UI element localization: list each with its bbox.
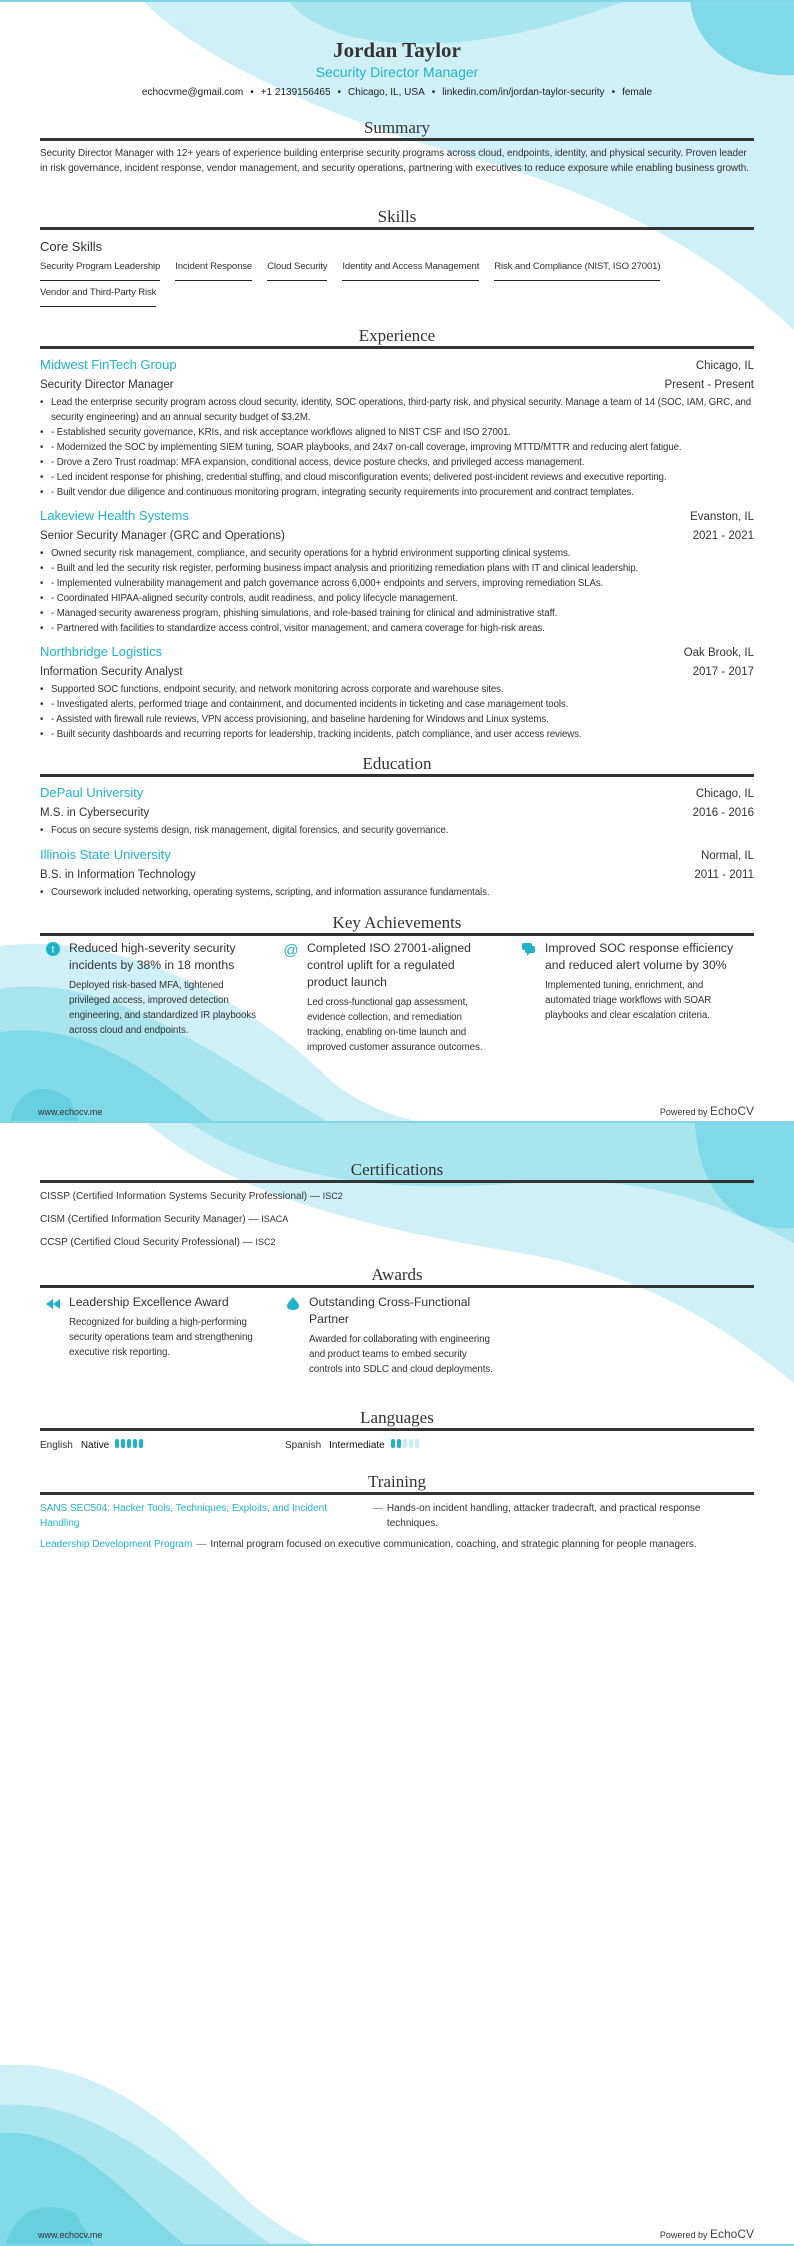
job-entry [40, 355, 754, 500]
svg-text:t: t [51, 944, 55, 956]
brand-logo: EchoCV [709, 1104, 754, 1118]
bullet-item: • Focus on secure systems design, risk management, digital forensics, and security governance. [40, 823, 754, 838]
separator-dash: — [245, 1214, 262, 1225]
top-border [0, 0, 794, 2]
entry-subheader [40, 804, 754, 823]
section-heading: Education [40, 754, 754, 777]
card-description: Implemented tuning, enrichment, and automated triage workflows with SOAR playbooks and clear escalation criteria. [545, 980, 712, 1021]
section-heading: Experience [40, 326, 754, 349]
award-card [280, 1294, 520, 1377]
card-title: Outstanding Cross-Functional Partner [309, 1295, 471, 1326]
separator-dash: — [372, 1503, 383, 1514]
achievement-card [40, 940, 278, 1055]
education-section [40, 754, 754, 900]
bullet-item: • Supported SOC functions, endpoint security, and network monitoring across corporate and warehouse sites. [40, 682, 754, 697]
bullet-item: • - Drove a Zero Trust roadmap: MFA expansion, conditional access, device posture checks, and privileged access management. [40, 455, 754, 470]
section-heading: Training [40, 1472, 754, 1495]
awards-section [40, 1265, 754, 1377]
resume-header [0, 38, 794, 101]
skill-list [40, 259, 754, 307]
bullet-item: • Owned security risk management, compliance, and security operations for a hybrid environment supporting clinical systems. [40, 546, 754, 561]
certification-issuer: ISC2 [255, 1237, 276, 1247]
footer-site: www.echocv.me [38, 1107, 103, 1117]
contact-item: Chicago, IL, USA [348, 87, 425, 98]
skills-section [40, 207, 754, 307]
candidate-name: Jordan Taylor [333, 38, 461, 62]
proficiency-dot [391, 1439, 395, 1448]
training-description: Internal program focused on executive communication, coaching, and strategic planning for people managers. [210, 1539, 697, 1550]
location: Normal, IL [700, 850, 754, 862]
rewind-icon [40, 1294, 69, 1377]
company-name: Lakeview Health Systems [40, 508, 189, 523]
proficiency-dot [127, 1439, 131, 1448]
certification-item [40, 1208, 754, 1231]
certification-name: CISSP (Certified Information Systems Security Professional) [40, 1191, 308, 1202]
language-level: Intermediate [329, 1440, 385, 1451]
training-item [40, 1501, 754, 1531]
separator-dot: • [337, 87, 342, 98]
date-range: 2021 - 2021 [692, 530, 754, 542]
entry-subheader [40, 663, 754, 682]
card-title: Reduced high-severity security incidents by 38% in 18 months [69, 941, 236, 972]
bullet-item: • - Modernized the SOC by implementing SIEM tuning, SOAR playbooks, and 24x7 on-call coverage, improving MTTD/MTTR and reducing alert fatigue. [40, 440, 754, 455]
card-description: Led cross-functional gap assessment, evidence collection, and remediation tracking, enabling on-time launch and improved customer assurance outcomes. [307, 997, 483, 1053]
skill-tag: Identity and Access Management [342, 259, 479, 281]
education-entry [40, 845, 754, 900]
card-body [545, 940, 735, 1055]
proficiency-dots [115, 1438, 145, 1454]
bullet-list [40, 885, 754, 900]
achievements-section [40, 913, 754, 1055]
entry-subheader [40, 376, 754, 395]
section-heading: Awards [40, 1265, 754, 1288]
certification-name: CCSP (Certified Cloud Security Professional) [40, 1237, 240, 1248]
date-range: 2017 - 2017 [692, 666, 754, 678]
section-heading: Summary [40, 118, 754, 141]
date-range: Present - Present [664, 379, 754, 391]
entry-subheader [40, 866, 754, 885]
certifications-section [40, 1160, 754, 1254]
separator-dot: • [611, 87, 616, 98]
location: Chicago, IL [695, 788, 754, 800]
contact-line [0, 85, 794, 101]
contact-item[interactable]: echocvme@gmail.com [141, 87, 244, 98]
certification-issuer: ISC2 [322, 1191, 343, 1201]
entry-header [40, 783, 754, 804]
card-title: Leadership Excellence Award [69, 1295, 229, 1309]
bullet-item: • - Coordinated HIPAA-aligned security controls, audit readiness, and policy lifecycle management. [40, 591, 754, 606]
proficiency-dot [115, 1439, 119, 1448]
skill-tag: Incident Response [175, 259, 252, 281]
location: Evanston, IL [690, 511, 754, 523]
training-title: Leadership Development Program [40, 1539, 193, 1550]
company-name: Northbridge Logistics [40, 644, 163, 659]
proficiency-dots [391, 1438, 421, 1454]
award-card [40, 1294, 280, 1377]
bullet-item: • - Partnered with facilities to standardize access control, visitor management, and camera coverage for high-risk areas. [40, 621, 754, 636]
role-title: Security Director Manager [40, 379, 174, 391]
entry-header [40, 506, 754, 527]
entry-header [40, 845, 754, 866]
footer-powered [660, 2227, 754, 2241]
resume-page-2 [0, 1123, 794, 2246]
powered-by-label: Powered by [659, 2230, 708, 2240]
card-description: Deployed risk-based MFA, tightened privileged access, improved detection engineering, and standardized IR playbooks across cloud and endpoints. [69, 980, 256, 1036]
section-heading: Skills [40, 207, 754, 230]
separator-dash: — [239, 1237, 256, 1248]
section-heading: Certifications [40, 1160, 754, 1183]
education-entry [40, 783, 754, 838]
cloud-icon [280, 1294, 309, 1377]
certification-name: CISM (Certified Information Security Manager) [40, 1214, 246, 1225]
bullet-list [40, 823, 754, 838]
bullet-item: • - Built security dashboards and recurring reports for leadership, tracking incidents, patch compliance, and user access reviews. [40, 727, 754, 742]
proficiency-dot [397, 1439, 401, 1448]
certification-item [40, 1185, 754, 1208]
training-title: SANS SEC504: Hacker Tools, Techniques, Exploits, and Incident Handling [40, 1503, 328, 1529]
bullet-list [40, 682, 754, 742]
language-level: Native [80, 1440, 110, 1451]
separator-dot: • [250, 87, 254, 98]
certification-item [40, 1231, 754, 1254]
chat-bubbles-icon [516, 940, 545, 1055]
proficiency-dot [409, 1439, 413, 1448]
job-title: Security Director Manager [315, 64, 479, 80]
entry-header [40, 642, 754, 663]
proficiency-dot [133, 1439, 137, 1448]
school-name: DePaul University [40, 785, 144, 800]
proficiency-dot [403, 1439, 407, 1448]
proficiency-dot [415, 1439, 419, 1448]
entry-subheader [40, 527, 754, 546]
contact-item[interactable]: linkedin.com/in/jordan-taylor-security [442, 87, 605, 98]
skill-group-title: Core Skills [40, 239, 103, 254]
skill-tag: Cloud Security [267, 259, 327, 281]
certification-issuer: ISACA [261, 1214, 289, 1224]
role-title: Senior Security Manager (GRC and Operations) [40, 530, 285, 542]
section-heading: Key Achievements [40, 913, 754, 936]
card-body [69, 940, 259, 1055]
proficiency-dot [139, 1439, 143, 1448]
language-item [285, 1438, 530, 1454]
experience-section [40, 326, 754, 742]
achievement-card [516, 940, 754, 1055]
role-title: Information Security Analyst [40, 666, 183, 678]
card-description: Recognized for building a high-performing security operations team and strengthening executive risk reporting. [69, 1317, 253, 1358]
location: Chicago, IL [695, 360, 754, 372]
school-name: Illinois State University [40, 847, 171, 862]
achievement-card [278, 940, 516, 1055]
bullet-item: • Lead the enterprise security program across cloud security, identity, SOC operations, third-party risk, and physical security. Manage a team of 14 (SOC, IAM, GRC, and security engineering) and an annual security budget of $3.2M. [40, 395, 754, 425]
bullet-item: • - Managed security awareness program, phishing simulations, and role-based training for clinical and administrative staff. [40, 606, 754, 621]
language-item [40, 1438, 285, 1454]
skill-tag: Security Program Leadership [40, 259, 160, 281]
bullet-list [40, 546, 754, 636]
bullet-item: • - Led incident response for phishing, credential stuffing, and cloud misconfiguration events; delivered post-incident reviews and executive reporting. [40, 470, 754, 485]
location: Oak Brook, IL [683, 647, 754, 659]
training-section [40, 1472, 754, 1552]
bullet-item: • - Assisted with firewall rule reviews, VPN access provisioning, and baseline hardening for Windows and Linux systems. [40, 712, 754, 727]
degree: B.S. in Information Technology [40, 869, 196, 881]
summary-section [40, 118, 754, 176]
language-name: English [40, 1440, 73, 1451]
section-heading: Languages [40, 1408, 754, 1431]
bullet-item: • - Built and led the security risk register, performing business impact analysis and prioritizing remediation plans with IT and clinical leadership. [40, 561, 754, 576]
separator-dash: — [196, 1539, 207, 1550]
badge-icon [40, 940, 69, 1055]
svg-text:@: @ [284, 942, 298, 958]
footer-powered [660, 1104, 754, 1118]
powered-by-label: Powered by [659, 1107, 708, 1117]
company-name: Midwest FinTech Group [40, 357, 177, 372]
language-name: Spanish [285, 1440, 322, 1451]
summary-text: Security Director Manager with 12+ years of experience building enterprise security programs across cloud, endpoints, identity, and physical security. Proven leader in risk governance, incident response, vendor management, and security operations, partnering with executives to reduce exposure while enabling business growth. [40, 148, 749, 174]
separator-dot: • [431, 87, 436, 98]
job-entry [40, 642, 754, 742]
contact-item: +1 2139156465 [260, 87, 331, 98]
job-entry [40, 506, 754, 636]
training-description: Hands-on incident handling, attacker tradecraft, and practical response techniques. [386, 1503, 701, 1529]
at-sign-icon [278, 940, 307, 1055]
card-description: Awarded for collaborating with engineering and product teams to embed security controls into SDLC and cloud deployments. [309, 1334, 493, 1375]
date-range: 2011 - 2011 [694, 869, 754, 881]
bullet-item: • - Investigated alerts, performed triage and containment, and documented incidents in ticketing and case management tools. [40, 697, 754, 712]
languages-section [40, 1408, 754, 1454]
bullet-item: • - Implemented vulnerability management and patch governance across 6,000+ endpoints and servers, improving remediation SLAs. [40, 576, 754, 591]
card-title: Completed ISO 27001-aligned control uplift for a regulated product launch [307, 941, 471, 989]
bullet-item: • - Established security governance, KRIs, and risk acceptance workflows aligned to NIST CSF and ISO 27001. [40, 425, 754, 440]
footer-site: www.echocv.me [38, 2230, 103, 2240]
contact-item: female [622, 87, 653, 98]
card-title: Improved SOC response efficiency and reduced alert volume by 30% [545, 941, 734, 972]
skill-tag: Vendor and Third-Party Risk [40, 285, 156, 307]
date-range: 2016 - 2016 [692, 807, 754, 819]
training-item [40, 1537, 754, 1552]
separator-dash: — [307, 1191, 323, 1202]
degree: M.S. in Cybersecurity [40, 807, 150, 819]
bullet-list [40, 395, 754, 500]
card-body [307, 940, 497, 1055]
skill-tag: Risk and Compliance (NIST, ISO 27001) [494, 259, 660, 281]
card-body [69, 1294, 259, 1377]
proficiency-dot [121, 1439, 125, 1448]
bullet-item: • - Built vendor due diligence and continuous monitoring program, integrating security requirements into procurement and contract templates. [40, 485, 754, 500]
brand-logo: EchoCV [709, 2227, 754, 2241]
bullet-item: • Coursework included networking, operating systems, scripting, and information assurance fundamentals. [40, 885, 754, 900]
entry-header [40, 355, 754, 376]
card-body [309, 1294, 499, 1377]
